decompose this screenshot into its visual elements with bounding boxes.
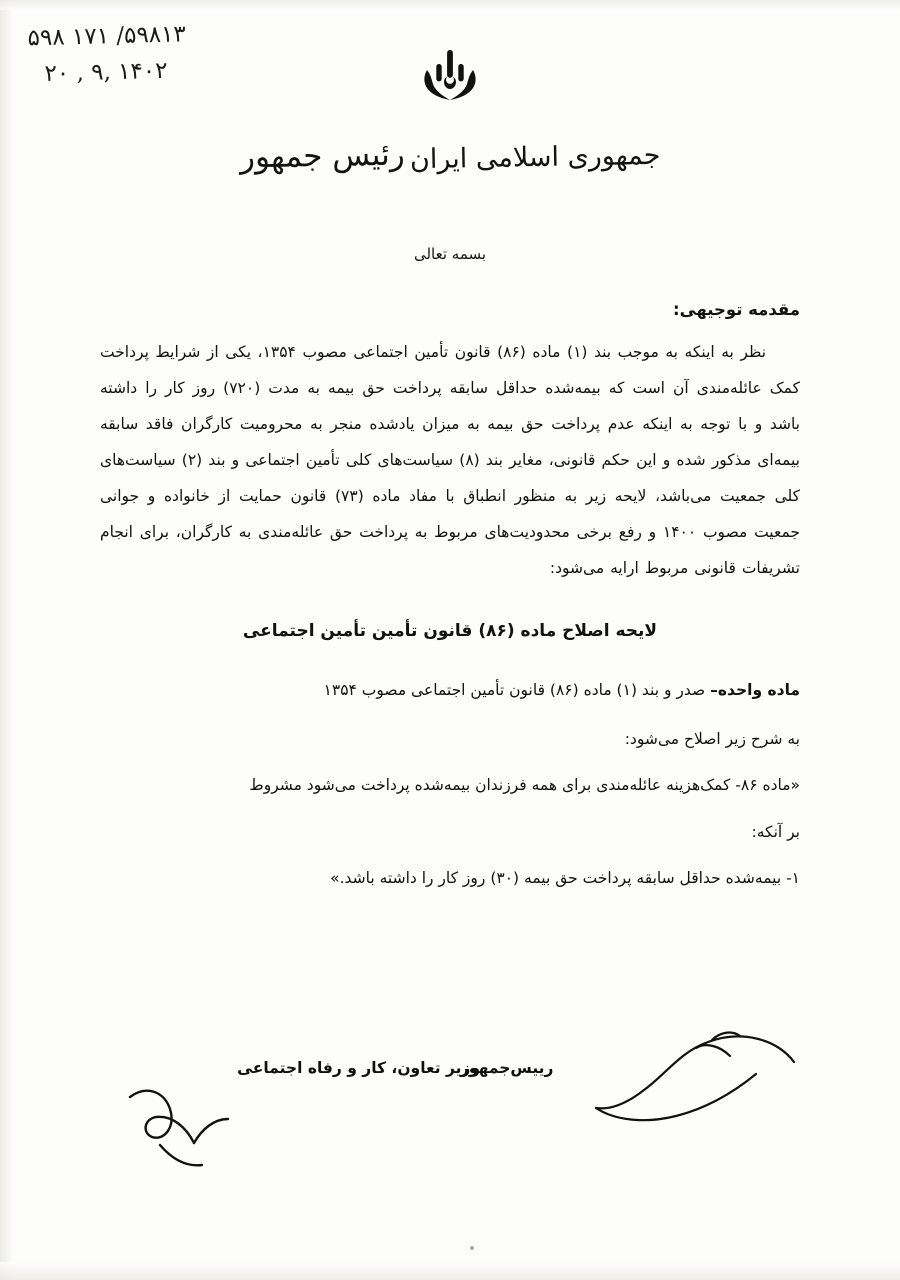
letterhead-line-1: جمهوری اسلامی ایران [409,139,661,176]
registration-date: ۱۴۰۲ ,۹ , ۲۰ [44,57,168,87]
preamble-title: مقدمه توجیهی: [673,300,800,319]
signature-block-president [460,1058,760,1077]
registration-number: ۵۹۸۱۳/ ۱۷۱ ۵۹۸ [27,21,187,52]
article-clause-1: ۱- بیمه‌شده حداقل سابقه پرداخت حق بیمه (۳۰) روز کار را داشته باشد.» [330,868,800,887]
article-amend-line: به شرح زیر اصلاح می‌شود: [624,729,800,748]
minister-signature-mark [120,1075,240,1189]
president-label: رییس‌جمهور [460,1059,554,1077]
iran-emblem-icon [413,48,487,104]
president-signature-mark [580,1012,810,1146]
article-paragraph [100,673,800,708]
scan-edge-left [0,0,14,1280]
scan-edge-top [0,0,900,10]
basmala-text: بسمه تعالی [413,245,487,263]
emblem-container [0,48,900,108]
letterhead [0,112,900,174]
letterhead-line-2: رئیس جمهور [239,136,405,176]
signature-block-minister [150,1058,480,1077]
article-lead: ماده واحده– [710,680,800,699]
article-text: صدر و بند (۱) ماده (۸۶) قانون تأمین اجتماعی مصوب ۱۳۵۴ [323,680,706,699]
preamble-paragraph: نظر به اینکه به موجب بند (۱) ماده (۸۶) قانون تأمین اجتماعی مصوب ۱۳۵۴، یکی از شرایط پرداخت کمک عائله‌مندی آن است که بیمه‌شده حداقل سابقه پرداخت حق بیمه به مدت (۷۲۰) روز کار را داشته باشد و با توجه به اینکه عدم پرداخت حق بیمه به میزان یادشده منجر به محرومیت کارگران فاقد سابقه بیمه‌ای مذکور شده و این حکم قانونی، مغایر بند (۸) سیاست‌های کلی تأمین اجتماعی و بند (۲) سیاست‌های کلی جمعیت می‌باشد، لایحه زیر به منظور انطباق با مفاد ماده (۷۳) قانون حمایت از خانواده و جوانی جمعیت مصوب ۱۴۰۰ و رفع برخی محدودیت‌های مربوط به پرداخت حق عائله‌مندی به کارگران، برای انجام تشریفات قانونی مربوط ارایه می‌شود: [100,343,800,577]
page-artifact-dot [470,1246,474,1250]
article-quote-lead: «ماده ۸۶- کمک‌هزینه عائله‌مندی برای همه فرزندان بیمه‌شده پرداخت می‌شود مشروط [249,776,800,795]
minister-label: وزیر تعاون، کار و رفاه اجتماعی [237,1059,480,1077]
law-title: لایحه اصلاح ماده (۸۶) قانون تأمین تأمین اجتماعی [242,620,658,641]
article-quote-second: بر آنکه: [751,822,800,841]
scan-edge-bottom [0,1262,900,1280]
document-body [100,300,800,895]
